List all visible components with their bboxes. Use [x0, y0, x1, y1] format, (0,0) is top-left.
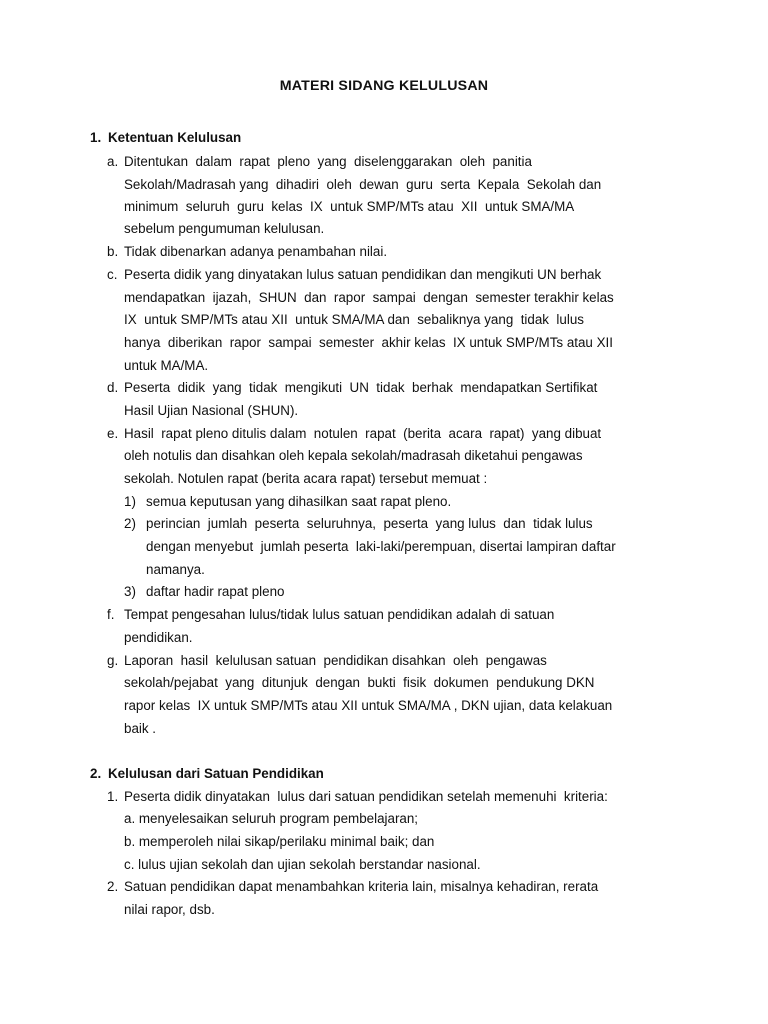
criteria-item-2-line-1: Satuan pendidikan dapat menambahkan kriteria lain, misalnya kehadiran, rerata [124, 879, 599, 894]
section-2-heading: Kelulusan dari Satuan Pendidikan [108, 766, 324, 781]
subitem-1-line-1: semua keputusan yang dihasilkan saat rapat pleno. [146, 494, 452, 509]
item-e-line-3: sekolah. Notulen rapat (berita acara rapat) tersebut memuat : [124, 471, 488, 486]
item-c-line-4: hanya diberikan rapor sampai semester akhir kelas IX untuk SMP/MTs atau XII [124, 335, 613, 350]
subitem-2-line-1: perincian jumlah peserta seluruhnya, peserta yang lulus dan tidak lulus [146, 516, 593, 531]
item-a-line-2: Sekolah/Madrasah yang dihadiri oleh dewan guru serta Kepala Sekolah dan [124, 177, 602, 192]
item-c-marker: c. [107, 267, 118, 282]
subitem-3-line-1: daftar hadir rapat pleno [146, 584, 285, 599]
subitem-1-marker: 1) [124, 494, 136, 509]
item-f-marker: f. [107, 607, 115, 622]
item-e-marker: e. [107, 426, 119, 441]
item-f-line-2: pendidikan. [124, 630, 193, 645]
section-1-heading: Ketentuan Kelulusan [108, 130, 242, 145]
item-c-line-1: Peserta didik yang dinyatakan lulus satuan pendidikan dan mengikuti UN berhak [124, 267, 602, 282]
item-d-marker: d. [107, 380, 119, 395]
item-g-line-2: sekolah/pejabat yang ditunjuk dengan bukti fisik dokumen pendukung DKN [124, 675, 595, 690]
item-e-line-2: oleh notulis dan disahkan oleh kepala sekolah/madrasah diketahui pengawas [124, 448, 583, 463]
criteria-sub-c: c. lulus ujian sekolah dan ujian sekolah berstandar nasional. [124, 857, 481, 872]
item-b-marker: b. [107, 244, 119, 259]
item-b-line-1: Tidak dibenarkan adanya penambahan nilai. [124, 244, 388, 259]
subitem-2-line-2: dengan menyebut jumlah peserta laki-laki/perempuan, disertai lampiran daftar [146, 539, 616, 554]
criteria-item-2-line-2: nilai rapor, dsb. [124, 902, 215, 917]
item-d-line-2: Hasil Ujian Nasional (SHUN). [124, 403, 299, 418]
item-g-marker: g. [107, 653, 119, 668]
criteria-sub-b: b. memperoleh nilai sikap/perilaku minimal baik; dan [124, 834, 435, 849]
subitem-2-line-3: namanya. [146, 562, 205, 577]
item-a-marker: a. [107, 154, 119, 169]
item-f-line-1: Tempat pengesahan lulus/tidak lulus satuan pendidikan adalah di satuan [124, 607, 555, 622]
subitem-3-marker: 3) [124, 584, 136, 599]
item-c-line-5: untuk MA/MA. [124, 358, 209, 373]
item-c-line-3: IX untuk SMP/MTs atau XII untuk SMA/MA dan sebaliknya yang tidak lulus [124, 312, 584, 327]
document-title: MATERI SIDANG KELULUSAN [279, 78, 489, 94]
item-a-line-3: minimum seluruh guru kelas IX untuk SMP/MTs atau XII untuk SMA/MA [124, 199, 575, 214]
criteria-item-1-line-1: Peserta didik dinyatakan lulus dari satuan pendidikan setelah memenuhi kriteria: [124, 789, 608, 804]
criteria-item-2-marker: 2. [107, 879, 119, 894]
item-c-line-2: mendapatkan ijazah, SHUN dan rapor sampai dengan semester terakhir kelas [124, 290, 614, 305]
section-1-number: 1. [90, 130, 102, 145]
item-e-line-1: Hasil rapat pleno ditulis dalam notulen rapat (berita acara rapat) yang dibuat [124, 426, 602, 441]
item-a-line-1: Ditentukan dalam rapat pleno yang diselenggarakan oleh panitia [124, 154, 532, 169]
criteria-item-1-marker: 1. [107, 789, 119, 804]
subitem-2-marker: 2) [124, 516, 136, 531]
item-g-line-1: Laporan hasil kelulusan satuan pendidikan disahkan oleh pengawas [124, 653, 547, 668]
item-a-line-4: sebelum pengumuman kelulusan. [124, 221, 325, 236]
item-g-line-3: rapor kelas IX untuk SMP/MTs atau XII untuk SMA/MA , DKN ujian, data kelakuan [124, 698, 613, 713]
item-d-line-1: Peserta didik yang tidak mengikuti UN tidak berhak mendapatkan Sertifikat [124, 380, 598, 395]
section-2-number: 2. [90, 766, 102, 781]
item-g-line-4: baik . [124, 721, 157, 736]
criteria-sub-a: a. menyelesaikan seluruh program pembelajaran; [124, 811, 419, 826]
